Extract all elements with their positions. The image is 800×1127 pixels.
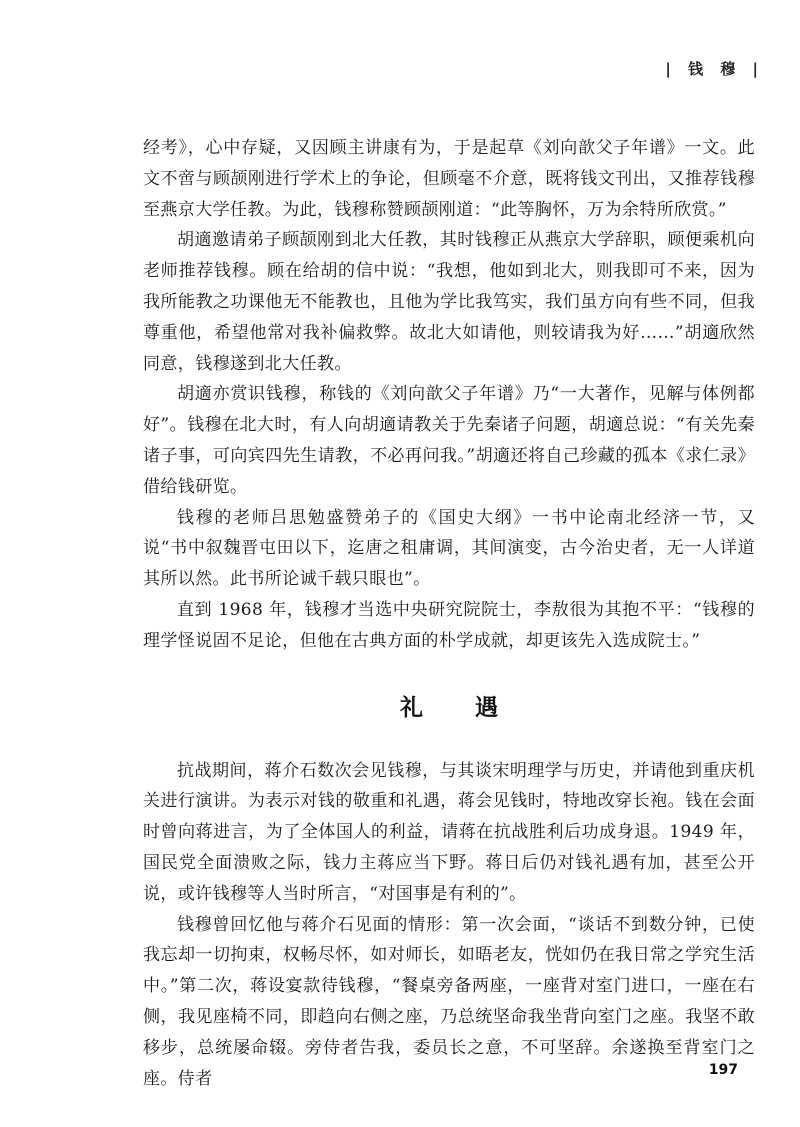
- page-body: [143, 133, 755, 1094]
- paragraph-hu-shi-appreciates-qian: 胡適亦赏识钱穆，称钱的《刘向歆父子年谱》乃“一大著作，见解与体例都好”。钱穆在北大时，有人向胡適请教关于先秦诸子问题，胡適总说：“有关先秦诸子事，可向宾四先生请教，不必再问我。”胡適还将自己珍藏的孤本《求仁录》借给钱研览。: [143, 384, 755, 497]
- paragraph-continuation: 经考》，心中存疑，又因顾主讲康有为，于是起草《刘向歆父子年谱》一文。此文不啻与顾颉刚进行学术上的争论，但顾毫不介意，既将钱文刊出，又推荐钱穆至燕京大学任教。为此，钱穆称赞顾颉刚道：“此等胸怀，万为余特所欣赏。”: [143, 138, 755, 220]
- section-title: 礼 遇: [399, 694, 520, 721]
- paragraph-chiang-meetings: 抗战期间，蒋介石数次会见钱穆，与其谈宋明理学与历史，并请他到重庆机关进行演讲。为表示对钱的敬重和礼遇，蒋会见钱时，特地改穿长袍。钱在会面时曾向蒋进言，为了全体国人的利益，请蒋在抗战胜利后功成身退。1949 年，国民党全面溃败之际，钱力主蒋应当下野。蒋日后仍对钱礼遇有加，甚至公开说，或许钱穆等人当时所言，“对国事是有利的”。: [143, 760, 755, 904]
- paragraph-qian-recollection: 钱穆曾回忆他与蒋介石见面的情形：第一次会面，“谈话不到数分钟，已使我忘却一切拘束，权畅尽怀，如对师长，如晤老友，恍如仍在我日常之学究生活中。”第二次，蒋设宴款待钱穆，“餐桌旁备两座，一座背对室门进口，一座在右侧，我见座椅不同，即趋向右侧之座，乃总统坚命我坐背向室门之座。我坚不敢移步，总统屡命辍。旁侍者告我，委员长之意，不可坚辞。余遂换至背室门之座。侍者: [143, 914, 755, 1089]
- paragraph-lv-simian-praise: 钱穆的老师吕思勉盛赞弟子的《国史大纲》一书中论南北经济一节，又说“书中叙魏晋屯田以下，迄唐之租庸调，其间演变，古今治史者，无一人详道其所以然。此书所论诚千载只眼也”。: [143, 507, 755, 590]
- paragraph-hu-shi-invites-gu: 胡適邀请弟子顾颉刚到北大任教，其时钱穆正从燕京大学辞职，顾便乘机向老师推荐钱穆。顾在给胡的信中说：“我想，他如到北大，则我即可不来，因为我所能教之功课他无不能教也，且他为学比我笃实，我们虽方向有些不同，但我尊重他，希望他常对我补偏救弊。故北大如请他，则较请我为好……”胡適欣然同意，钱穆遂到北大任教。: [143, 230, 755, 374]
- page-number: 197: [708, 1062, 738, 1078]
- paragraph-academician-1968: 直到 1968 年，钱穆才当选中央研究院院士，李敖很为其抱不平：“钱穆的理学怪说固不足论，但他在古典方面的朴学成就，却更该先入选成院士。”: [143, 599, 755, 651]
- running-header: | 钱 穆 |: [665, 60, 764, 78]
